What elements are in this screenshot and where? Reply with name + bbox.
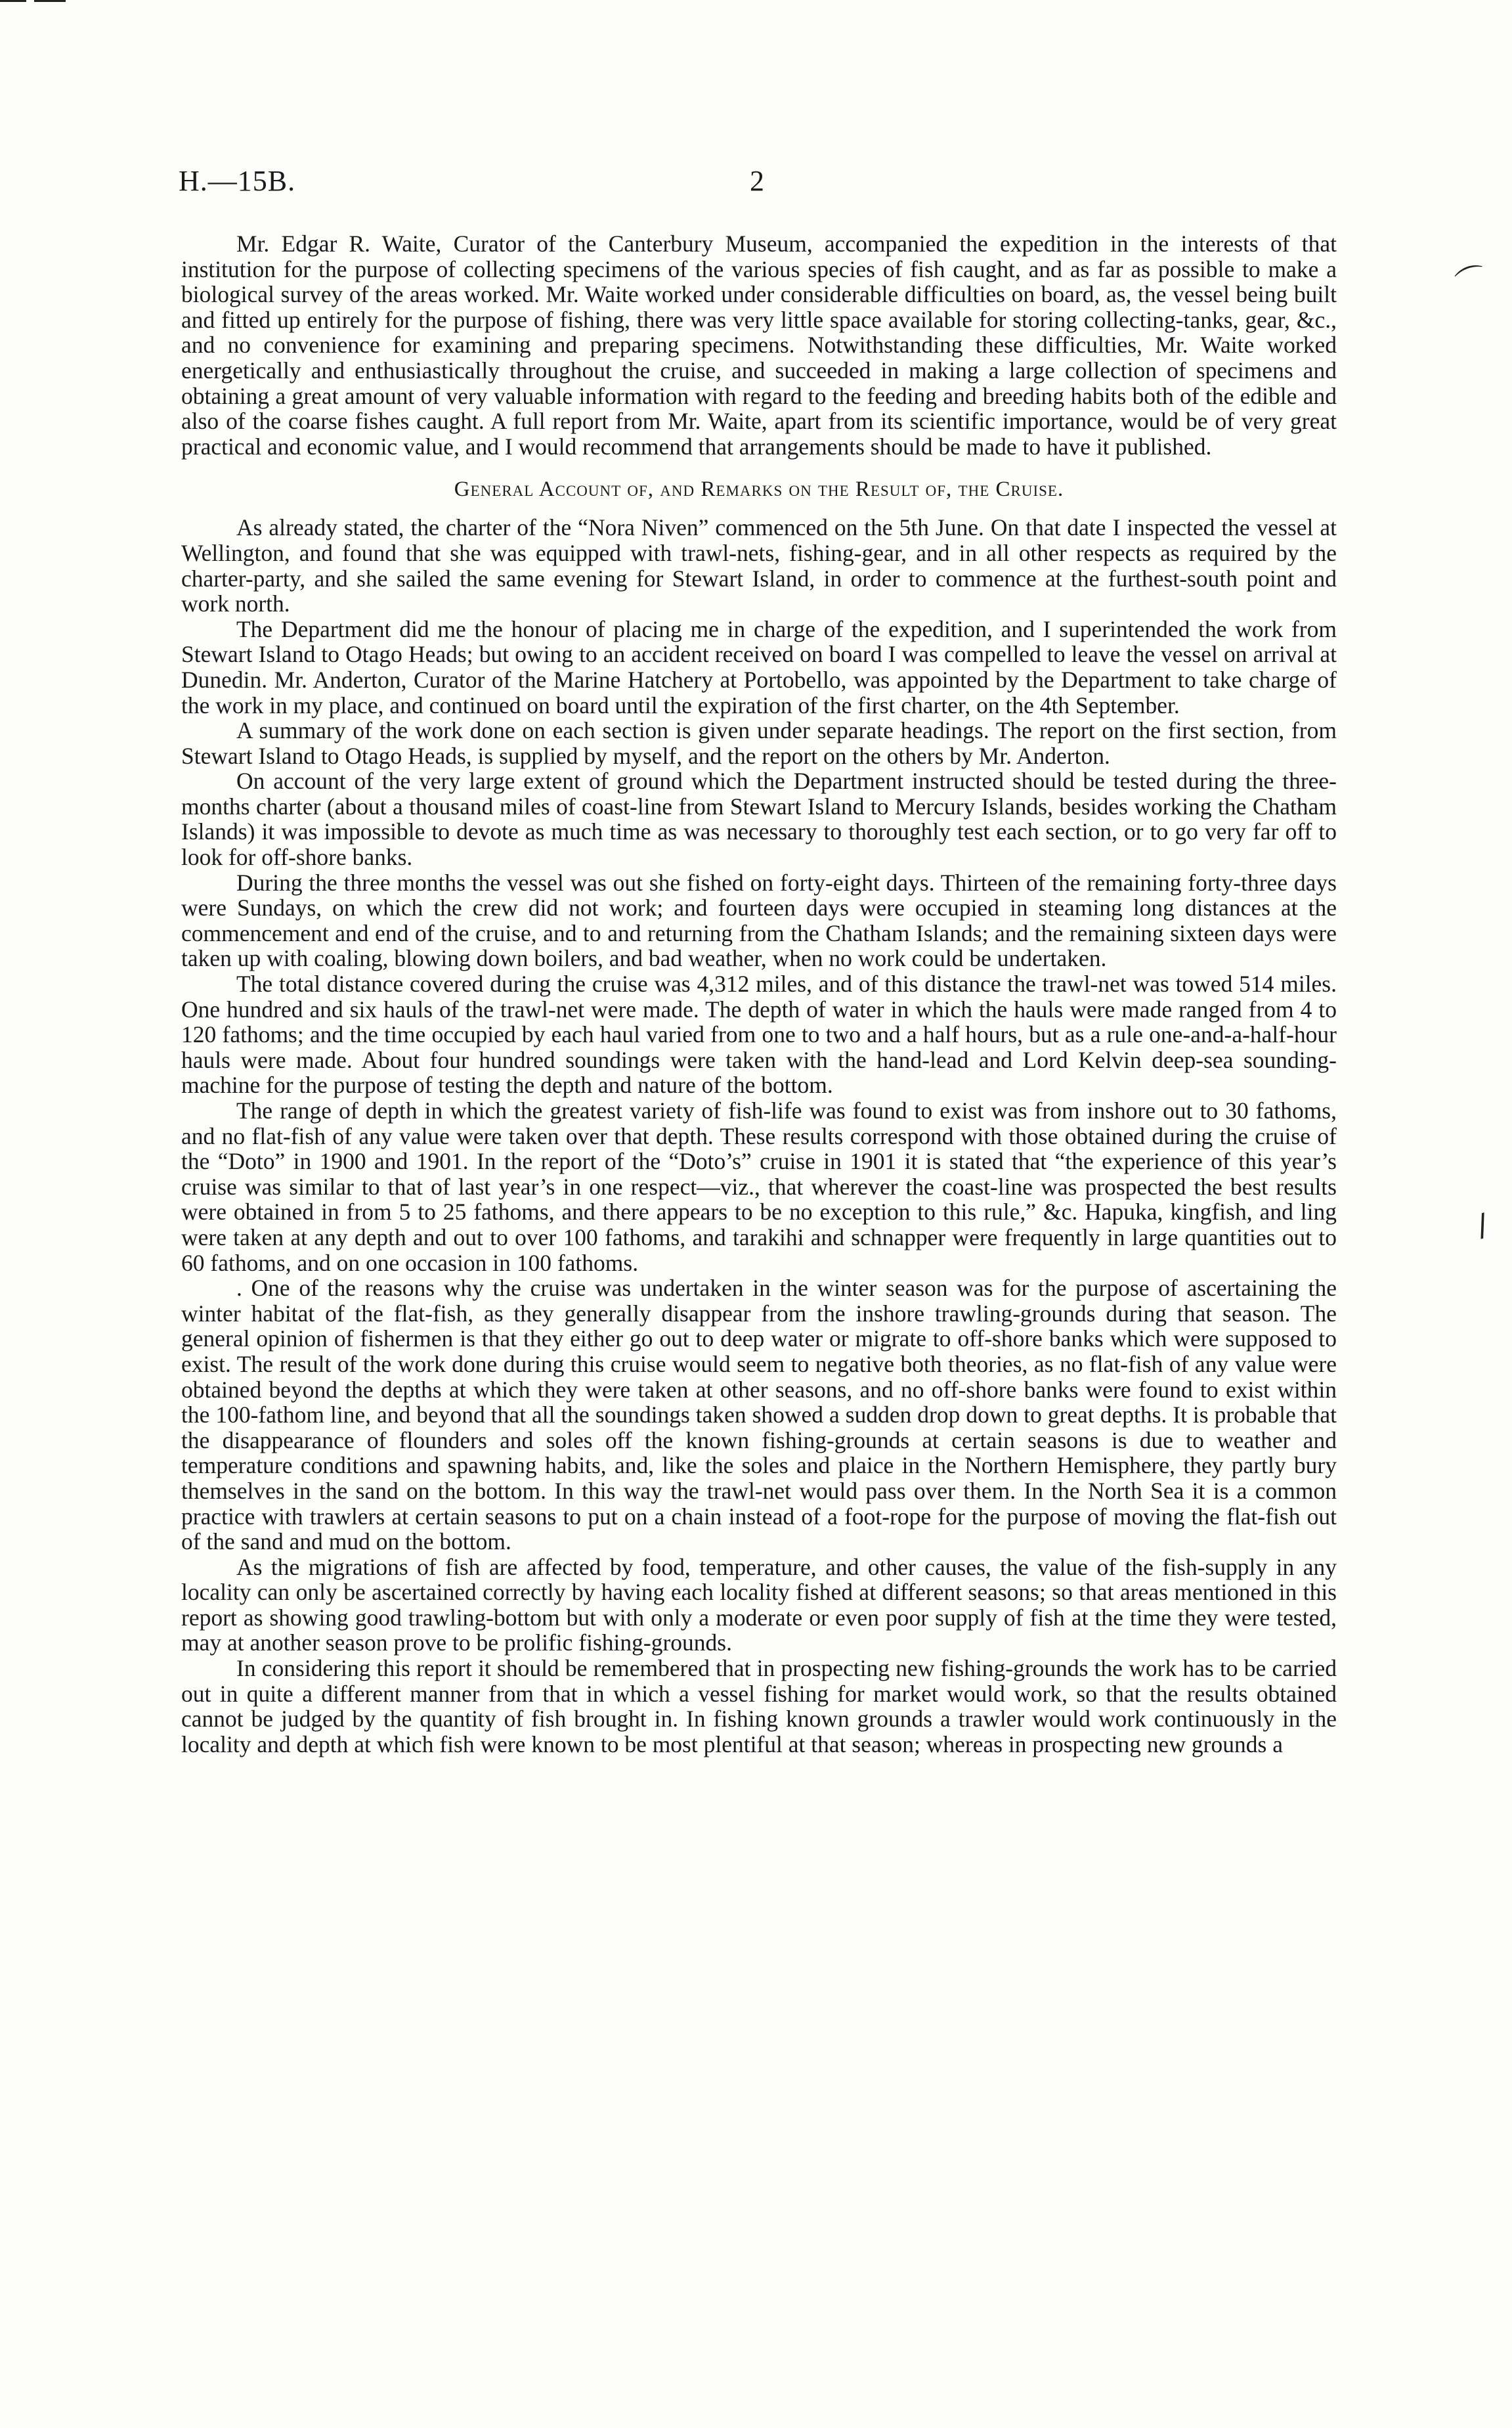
body-text: [181, 231, 1337, 1757]
paragraph: In considering this report it should be remembered that in prospecting new fishing-grounds the work has to be carried out in quite a different manner from that in which a vessel fishing for market would work, so that the results obtained cannot be judged by the quantity of fish brought in. In fishing known grounds a trawler would work continuously in the locality and depth at which fish were known to be most plentiful at that season; whereas in prospecting new grounds a: [181, 1655, 1337, 1757]
page-number: 2: [750, 165, 764, 197]
paragraph: . One of the reasons why the cruise was undertaken in the winter season was for the purpose of ascertaining the winter habitat of the flat-fish, as they generally disappear from the inshore trawling-grounds during that season. The general opinion of fishermen is that they either go out to deep water or migrate to off-shore banks which were supposed to exist. The result of the work done during this cruise would seem to negative both theories, as no flat-fish of any value were obtained beyond the depths at which they were taken at other seasons, and no off-shore banks were found to exist within the 100-fathom line, and beyond that all the soundings taken showed a sudden drop down to great depths. It is probable that the disappearance of flounders and soles off the known fishing-grounds at certain seasons is due to weather and temperature conditions and spawning habits, and, like the soles and plaice in the Northern Hemisphere, they partly bury themselves in the sand on the bottom. In this way the trawl-net would pass over them. In the North Sea it is a common practice with trawlers at certain seasons to put on a chain instead of a foot-rope for the purpose of moving the flat-fish out of the sand and mud on the bottom.: [181, 1275, 1337, 1555]
margin-mark-top: ⌒: [1452, 259, 1492, 303]
paragraph-waite: Mr. Edgar R. Waite, Curator of the Canterbury Museum, accompanied the expedition in the interests of that institution for the purpose of collecting specimens of the various species of fish caught, and as far as possible to make a biological survey of the areas worked. Mr. Waite worked under considerable difficulties on board, as, the vessel being built and fitted up entirely for the purpose of fishing, there was very little space available for storing collecting-tanks, gear, &c., and no convenience for examining and preparing specimens. Notwithstanding these difficulties, Mr. Waite worked energetically and enthusiastically throughout the cruise, and succeeded in making a large collection of specimens and obtaining a great amount of very valuable information with regard to the feeding and breeding habits both of the edible and also of the coarse fishes caught. A full report from Mr. Waite, apart from its scientific importance, would be of very great practical and economic value, and I would recommend that arrangements should be made to have it published.: [181, 231, 1337, 460]
paragraph: During the three months the vessel was out she fished on forty-eight days. Thirteen of the remaining forty-three days were Sundays, on which the crew did not work; and fourteen days were occupied in steaming long distances at the commencement and end of the cruise, and to and returning from the Chatham Islands; and the remaining sixteen days were taken up with coaling, blowing down boilers, and bad weather, when no work could be undertaken.: [181, 869, 1337, 972]
section-heading: General Account of, and Remarks on the Result of, the Cruise.: [454, 477, 1064, 502]
paragraph: As the migrations of fish are affected by food, temperature, and other causes, the value of the fish-supply in any locality can only be ascertained correctly by having each locality fished at different seasons; so that areas mentioned in this report as showing good trawling-bottom but with only a moderate or even poor supply of fish at the time they were tested, may at another season prove to be prolific fishing-grounds.: [181, 1553, 1337, 1656]
paragraph: The total distance covered during the cruise was 4,312 miles, and of this distance the trawl-net was towed 514 miles. One hundred and six hauls of the trawl-net were made. The depth of water in which the hauls were made ranged from 4 to 120 fathoms; and the time occupied by each haul varied from one to two and a half hours, but as a rule one-and-a-half-hour hauls were made. About four hundred soundings were taken with the hand-lead and Lord Kelvin deep-sea sounding-machine for the purpose of testing the depth and nature of the bottom.: [181, 971, 1337, 1099]
paragraph: On account of the very large extent of ground which the Department instructed should be tested during the three-months charter (about a thousand miles of coast-line from Stewart Island to Mercury Islands, besides working the Chatham Islands) it was impossible to devote as much time as was necessary to thoroughly test each section, or to go very far off to look for off-shore banks.: [181, 768, 1337, 871]
paragraph: A summary of the work done on each section is given under separate headings. The report on the first section, from Stewart Island to Otago Heads, is supplied by myself, and the report on the others by Mr. Anderton.: [181, 717, 1337, 769]
paragraph: The Department did me the honour of placing me in charge of the expedition, and I superintended the work from Stewart Island to Otago Heads; but owing to an accident received on board I was compelled to leave the vessel on arrival at Dunedin. Mr. Anderton, Curator of the Marine Hatchery at Portobello, was appointed by the Department to take charge of the work in my place, and continued on board until the expiration of the first charter, on the 4th September.: [181, 615, 1337, 718]
margin-mark-middle: /: [1473, 1206, 1492, 1244]
document-code: H.—15B.: [179, 165, 296, 197]
paragraph: As already stated, the charter of the “Nora Niven” commenced on the 5th June. On that date I inspected the vessel at Wellington, and found that she was equipped with trawl-nets, fishing-gear, and in all other respects as required by the charter-party, and she sailed the same evening for Stewart Island, in order to commence at the furthest-south point and work north.: [181, 514, 1337, 617]
page-header: [179, 164, 1321, 204]
paragraph: The range of depth in which the greatest variety of fish-life was found to exist was from inshore out to 30 fathoms, and no flat-fish of any value were taken over that depth. These results correspond with those obtained during the cruise of the “Doto” in 1900 and 1901. In the report of the “Doto’s” cruise in 1901 it is stated that “the experience of this year’s cruise was similar to that of last year’s in one respect—viz., that wherever the coast-line was prospected the best results were obtained in from 5 to 25 fathoms, and there appears to be no exception to this rule,” &c. Hapuka, kingfish, and ling were taken at any depth and out to over 100 fathoms, and tarakihi and schnapper were frequently in large quantities out to 60 fathoms, and on one occasion in 100 fathoms.: [181, 1097, 1337, 1276]
margin-mark-bottom: [0, 0, 66, 4]
